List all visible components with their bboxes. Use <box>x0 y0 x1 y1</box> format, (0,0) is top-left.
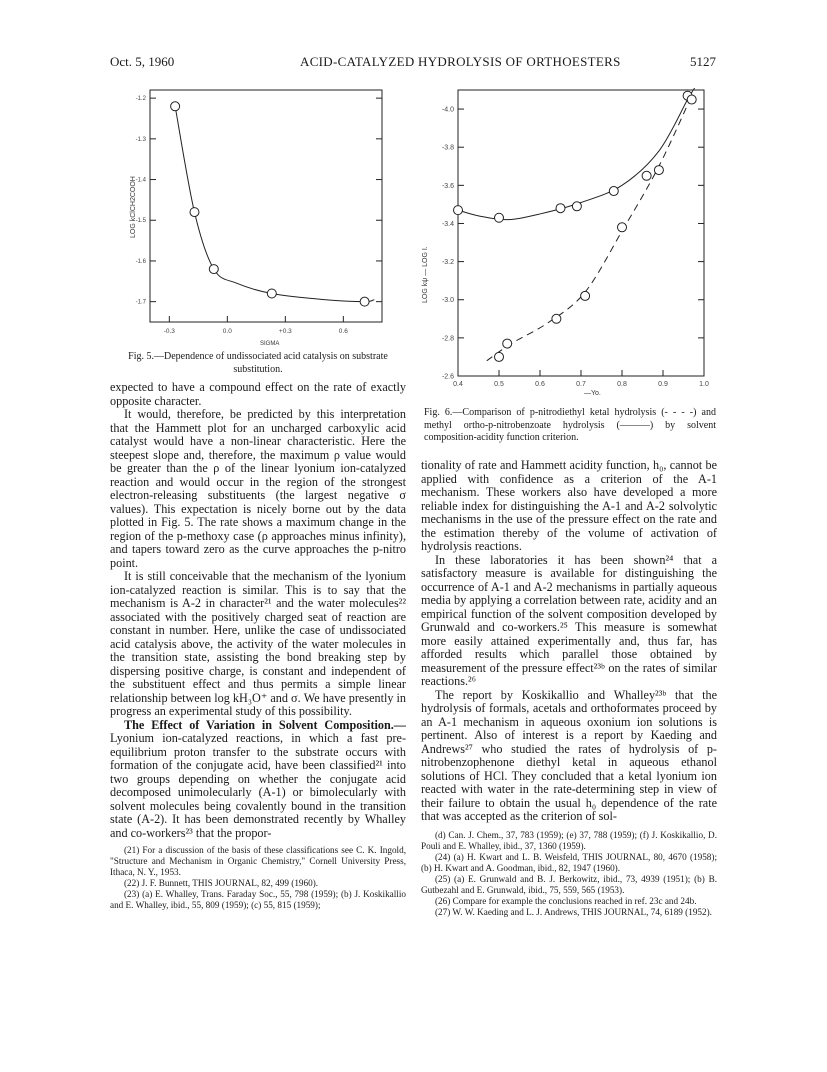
fig5-ytick-label: -1.3 <box>135 136 146 143</box>
fig6-ylabel: LOG kψ — LOG I. <box>422 246 429 303</box>
fig6-ketal-point <box>581 291 590 300</box>
fig6-ortho-point <box>495 213 504 222</box>
left-paragraph-2: It would, therefore, be predicted by this interpretation that the Hammett plot for an uncharged carboxylic acid catalyst would have a non-linear characteristic. Here the steepest slope and, therefore, the maximum ρ value would be greater than the ρ of the linear lyonium ion-catalyzed reaction and would occur in the region of the strongest electron-releasing substituents (the largest negative σ values). This expectation is nicely borne out by the data plotted in Fig. 5. The rate shows a maximum change in the region of the p-methoxy case (ρ approaches minus infinity), and tapers toward zero as the curve approaches the p-nitro point. <box>110 407 406 570</box>
fig5-caption: Fig. 5.—Dependence of undissociated acid catalysis on substrate substitution. <box>128 351 388 375</box>
fig6-ketal-point <box>503 339 512 348</box>
fig6-ytick-label: -3.4 <box>441 220 454 228</box>
footnote-21: (21) For a discussion of the basis of these classifications see C. K. Ingold, "Structure and Mechanism in Organic Chemistry," Cornell University Press, Ithaca, N. Y., 1953. <box>110 845 406 877</box>
fig6-ketal-point <box>495 352 504 361</box>
fig5-data-point <box>360 297 369 306</box>
page-number: 5127 <box>690 54 716 69</box>
fig6-xtick-label: 0.4 <box>453 381 463 388</box>
right-paragraph-1: tionality of rate and Hammett acidity function, h₀, cannot be applied with confidence as a criterion of the A-1 mechanism. These workers also have developed a more reliable index for distinguishing the A-1 and A-2 solvolytic mechanisms in the use of the pressure effect on the rate and the estimation thereby of the volume of activation of hydrolysis reactions. <box>421 458 717 553</box>
fig5-data-point <box>209 265 218 274</box>
running-date: Oct. 5, 1960 <box>110 54 175 69</box>
fig6-caption <box>424 407 716 445</box>
left-paragraph-3: It is still conceivable that the mechanism of the lyonium ion-catalyzed reaction is similar. This is to say that the mechanism is A-2 in character²¹ and the water molecules²² associated with the positively charged seat of reaction are constant in number. Here, unlike the case of undissociated acid catalysis above, the activity of the water molecules in the transition state, assisting the bond breaking step by dispersing positive charge, is constant and independent of the substituent effect and thus permits a simple linear relationship between log kH₃O⁺ and σ. We have presently in progress an experimental study of this possibility. <box>110 569 406 718</box>
fig5-ytick-label: -1.7 <box>135 299 146 306</box>
left-paragraph-4: Lyonium ion-catalyzed reactions, in which a fast pre-equilibrium proton transfer to the substrate occurs with formation of the conjugate acid, have been classified²¹ into two groups depending on whether the conjugate acid decomposed unimolecularly (A-1) or bimolecularly with solvent molecules being covalently bound in the transition state (A-2). It has been demonstrated recently by Whalley and co-workers²³ that the propor- <box>110 731 406 840</box>
fig6-xtick-label: 0.6 <box>535 381 545 388</box>
fig6-ketal-point <box>618 223 627 232</box>
left-column <box>110 381 406 911</box>
fig5-xtick-label: +0.3 <box>278 328 292 335</box>
fig5-data-point <box>171 102 180 111</box>
fig5-xtick-label: 0.6 <box>338 328 348 335</box>
fig5-ytick-label: -1.4 <box>135 177 146 184</box>
right-paragraph-3: The report by Koskikallio and Whalley²³ᵇ that the hydrolysis of formals, acetals and orthoformates proceed by an A-1 mechanism in aqueous oxonium ion solutions is pertinent. Also of interest is a report by Kaeding and Andrews²⁷ who studied the rates of hydrolysis of p-nitrobenzophenone diethyl ketal in aqueous ethanol solutions of HCl. They concluded that a ketal lyonium ion reacted with water in the rate-determining step in view of their failure to obtain the usual h₀ dependence of the rate that was accepted as the criterion of sol- <box>421 687 717 823</box>
footnote-25: (25) (a) E. Grunwald and B. J. Berkowitz, ibid., 73, 4939 (1951); (b) B. Gutbezahl and E. Grunwald, ibid., 75, 559, 565 (1953). <box>421 873 717 895</box>
figure-5 <box>110 88 400 350</box>
fig5-ylabel: LOG kClCH2COOH <box>130 176 137 238</box>
fig6-ytick-label: -2.6 <box>441 373 454 381</box>
running-title: ACID-CATALYZED HYDROLYSIS OF ORTHOESTERS <box>300 54 621 69</box>
footnote-27: (27) W. W. Kaeding and L. J. Andrews, THIS JOURNAL, 74, 6189 (1952). <box>435 906 712 917</box>
right-column <box>421 459 717 918</box>
fig5-xtick-label: -0.3 <box>163 328 175 335</box>
fig6-ytick-label: -3.0 <box>441 297 454 305</box>
fig6-ketal-point <box>552 314 561 323</box>
fig6-ortho-point <box>642 171 651 180</box>
fig5-ytick-label: -1.5 <box>135 218 146 225</box>
fig6-ytick-label: -3.8 <box>441 144 454 152</box>
fig6-ketal-point <box>654 166 663 175</box>
fig6-ytick-label: -4.0 <box>441 106 454 114</box>
fig6-ytick-label: -2.8 <box>441 335 454 343</box>
section-heading: The Effect of Variation in Solvent Composition.— <box>124 717 406 732</box>
fig6-ortho-point <box>572 202 581 211</box>
fig6-xtick-label: 0.9 <box>658 381 668 388</box>
footnote-23: (23) (a) E. Whalley, Trans. Faraday Soc., 55, 798 (1959); (b) J. Koskikallio and E. Whalley, ibid., 55, 809 (1959); (c) 55, 815 (1959); <box>110 889 406 910</box>
left-paragraph-1: expected to have a compound effect on the rate of exactly opposite character. <box>110 380 406 408</box>
fig5-xlabel: SIGMA <box>260 341 280 347</box>
fig5-data-point <box>190 208 199 217</box>
fig6-caption-text: Fig. 6.—Comparison of p-nitrodiethyl ketal hydrolysis (- - - -) and methyl ortho-p-nitrobenzoate hydrolysis (———) by solvent composition-acidity function criterion. <box>424 407 716 443</box>
fig5-data-point <box>267 289 276 298</box>
fig6-xlabel: —Yo. <box>584 390 601 397</box>
fig5-ytick-label: -1.6 <box>135 258 146 265</box>
fig6-xtick-label: 0.7 <box>576 381 586 388</box>
footnote-23-cont: (d) Can. J. Chem., 37, 783 (1959); (e) 37, 788 (1959); (f) J. Koskikallio, D. Pouli and E. Whalley, ibid., 37, 1360 (1959). <box>421 829 717 851</box>
fig6-ortho-point <box>454 206 463 215</box>
fig6-ortho-point <box>609 187 618 196</box>
figure-6 <box>414 88 714 400</box>
right-paragraph-2: In these laboratories it has been shown²⁴ that a satisfactory measure is available for distinguishing the occurrence of A-1 and A-2 mechanisms in partially aqueous media by applying a correlation between rate, acidity and an empirical function of the solvent composition developed by Grunwald and co-workers.²⁵ This measure is somewhat more easily attained experimentally and, thus far, has afforded results which parallel those obtained by measurement of the pressure effect²³ᵇ on the rates of similar reactions.²⁶ <box>421 552 717 688</box>
footnote-22: (22) J. F. Bunnett, THIS JOURNAL, 82, 499 (1960). <box>124 878 319 888</box>
fig5-ytick-label: -1.2 <box>135 96 146 103</box>
fig6-xtick-label: 1.0 <box>699 381 709 388</box>
fig6-ytick-label: -3.2 <box>441 259 454 267</box>
fig6-ortho-point <box>556 204 565 213</box>
footnote-26: (26) Compare for example the conclusions reached in ref. 23c and 24b. <box>435 895 697 906</box>
footnote-24: (24) (a) H. Kwart and L. B. Weisfeld, THIS JOURNAL, 80, 4670 (1958); (b) H. Kwart and A. Goodman, ibid., 82, 1947 (1960). <box>421 851 717 873</box>
fig6-ytick-label: -3.6 <box>441 182 454 190</box>
fig6-xtick-label: 0.5 <box>494 381 504 388</box>
fig6-xtick-label: 0.8 <box>617 381 627 388</box>
fig5-xtick-label: 0.0 <box>222 328 232 335</box>
fig6-ketal-point <box>687 95 696 104</box>
